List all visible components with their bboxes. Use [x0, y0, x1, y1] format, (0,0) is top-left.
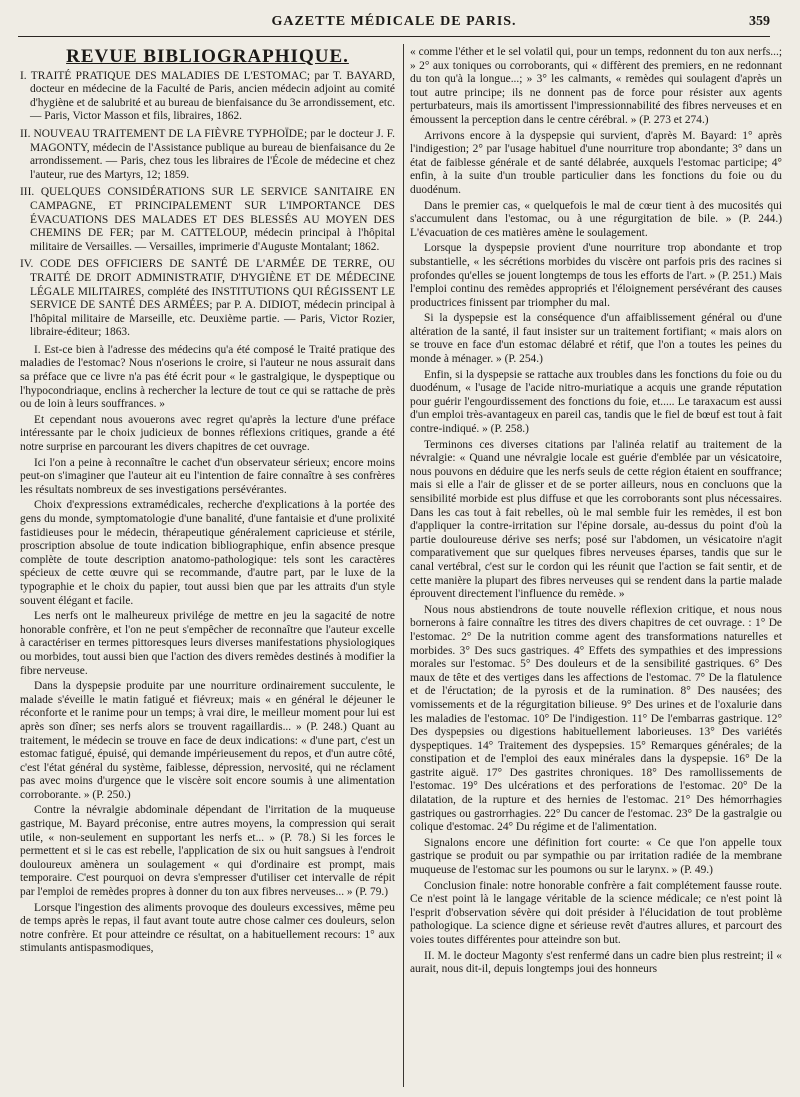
paragraph: Enfin, si la dyspepsie se rattache aux troubles dans les fonctions du foie ou du duodénum, « l'usage de l'acide nitro-muriatique a acquis une grande réputation pour guérir l'engourdissement des fonctions du foie, et..... Le taraxacum est aussi d'un emploi très-avantageux en pareil cas, tandis que le fiel de bœuf est tout à fait contre-indiqué. » (P. 258.)	[410, 368, 782, 436]
right-column	[410, 46, 782, 1089]
section-heading: REVUE BIBLIOGRAPHIQUE.	[66, 46, 349, 67]
paragraph: Terminons ces diverses citations par l'alinéa relatif au traitement de la névralgie: « Quand une névralgie locale est guérie d'emblée par un vésicatoire, nous pouvons en déduire que les nerfs seuls de cette région étaient en souffrance; mais si elle a l'air de glisser et de se porter ailleurs, nous en concluons que la sensibilité morbide est plus diffuse et que les corroborants sont plus nécessaires. Dans les cas tout à fait rebelles, où le mal semble fuir les remèdes, il est bon d'appliquer la contre-irritation sur l'épine dorsale, au-dessus du point d'où la partie douloureuse dérive ses nerfs; posé sur l'abdomen, un vésicatoire n'agit comparativement que sur quelques fibres nerveuses éparses, tandis que sur le canal vertébral, c'est sur le cordon qui les réunit que l'action se fait sentir, et de cette manière la plupart des fibres nerveuses qui se rendent dans la partie malade éprouvent directement l'influence du remède. »	[410, 438, 782, 601]
paragraph: Arrivons encore à la dyspepsie qui survient, d'après M. Bayard: 1° après l'indigestion; 2° par l'usage habituel d'une nourriture trop abondante; 3° dans un état de faiblesse générale et de santé délabrée, auxquels l'estomac participe; 4° enfin, à la suite d'un trouble particulier dans les fonctions du foie ou du duodénum.	[410, 129, 782, 196]
paragraph: Ici l'on a peine à reconnaître le cachet d'un observateur sérieux; encore moins peut-on s'imaginer que l'auteur ait eu l'intention de faire connaître à ses confrères les résultats nombreux de ses investigations persévérantes.	[20, 456, 395, 496]
paragraph: Lorsque l'ingestion des aliments provoque des douleurs excessives, même peu de temps après le repas, il faut avant toute autre chose calmer ces douleurs, selon notre confrère. Et pour atteindre ce résultat, on a habituellement recours: 1° aux stimulants antispasmodiques,	[20, 901, 395, 955]
paragraph: Contre la névralgie abdominale dépendant de l'irritation de la muqueuse gastrique, M. Bayard préconise, entre autres moyens, la compression qui serait utile, « non-seulement en supportant les nerfs et... » (P. 78.) Si les forces le permettent et si le cas est rebelle, l'application de six ou huit sangsues à l'endroit douloureux amènera un soulagement « qui d'ordinaire est prompt, mais temporaire. C'est pourquoi on devra s'empresser d'utiliser cet intervalle de répit par l'emploi de remèdes propres à donner du ton aux fibres nerveuses... » (P. 79.)	[20, 804, 395, 899]
left-column	[20, 46, 395, 1089]
paragraph: Choix d'expressions extramédicales, recherche d'explications à la portée des gens du monde, symptomatologie d'une banalité, d'une fantaisie et d'une prolixité fastidieuses pour le médecin, thérapeutique généralement capricieuse et stérile, proscription absolue de toute indication bibliographique, enfin absence presque complète de toute description anatomo-pathologique: tels sont les caractères spécieux de cette œuvre qui se recommande, d'autre part, par le luxe de la typographie et le choix du papier, tout aussi bien que par les attraits d'un style souvent élégant et facile.	[20, 499, 395, 607]
bibliography-entry: IV. CODE DES OFFICIERS DE SANTÉ DE L'ARMÉE DE TERRE, OU TRAITÉ DE DROIT ADMINISTRATIF, D'HYGIÈNE ET DE MÉDECINE LÉGALE MILITAIRES, complété des INSTITUTIONS QUI RÉGISSENT LE SERVICE DE SANTÉ DES ARMÉES; par P. A. DIDIOT, médecin principal à l'hôpital militaire de Marseille, etc. Deuxième partie. — Paris, Victor Rozier, libraire-éditeur; 1863.	[20, 258, 395, 339]
page-header	[18, 10, 770, 36]
paragraph: Dans le premier cas, « quelquefois le mal de cœur tient à des mucosités qui s'accumulent dans l'estomac, ou à une régurgitation de bile. » (P. 244.) L'évacuation de ces matières amène le soulagement.	[410, 199, 782, 239]
header-rule	[18, 36, 770, 37]
page-number: 359	[749, 14, 770, 29]
paragraph: Et cependant nous avouerons avec regret qu'après la lecture d'une préface intéressante par le choix judicieux de bonnes réflexions critiques, grande a été notre surprise en parcourant les divers chapitres de cet ouvrage.	[20, 413, 395, 454]
paragraph: Conclusion finale: notre honorable confrère a fait complétement fausse route. Ce n'est point là le langage véritable de la science médicale; ce n'est point là l'esprit d'observation sévère qui doit présider à l'élucidation de tout problème pathologique. La science digne et sérieuse revêt d'autres allures, et parcourt des voies toutes différentes pour atteindre son but.	[410, 879, 782, 946]
bibliography-entry: I. TRAITÉ PRATIQUE DES MALADIES DE L'ESTOMAC; par T. BAYARD, docteur en médecine de la Faculté de Paris, ancien médecin adjoint au comité d'hygiène et de salubrité et au bureau de bienfaisance du 3e arrondissement, etc. — Paris, Victor Masson et fils, libraires, 1862.	[20, 69, 395, 123]
journal-title: GAZETTE MÉDICALE DE PARIS.	[271, 14, 517, 29]
paragraph: Lorsque la dyspepsie provient d'une nourriture trop abondante et trop substantielle, « les sécrétions morbides du viscère ont parfois pris des racines si profondes qu'elles se jouent longtemps de tous les efforts de l'art. » (P. 251.) Mais l'emploi continu des remèdes appropriés et l'éloignement persévérant des causes productrices finissent par triompher du mal.	[410, 242, 782, 309]
paragraph: « comme l'éther et le sel volatil qui, pour un temps, redonnent du ton aux nerfs...; » 2° aux toniques ou corroborants, qui « diffèrent des premiers, en ne redonnant du ton qu'à la longue...; » 3° les calmants, « remèdes qui soulagent d'après un tout autre principe; ils ne donnent pas de force pour résister aux agents perturbateurs, mais ils amortissent l'impressionnabilité des fibres nerveuses et en émoussent la perception dans le centre cérébral. » (P. 273 et 274.)	[410, 46, 782, 126]
bibliography-entry: III. QUELQUES CONSIDÉRATIONS SUR LE SERVICE SANITAIRE EN CAMPAGNE, ET PRINCIPALEMENT SUR L'IMPORTANCE DES ÉVACUATIONS DES MALADES ET DES BLESSÉS AU MOYEN DES CHEMINS DE FER; par M. CATTELOUP, médecin principal à l'hôpital militaire de Versailles. — Versailles, imprimerie d'Auguste Montalant; 1862.	[20, 186, 395, 253]
paragraph: II. M. le docteur Magonty s'est renfermé dans un cadre bien plus restreint; il « aurait, nous dit-il, depuis longtemps joui des honneurs	[410, 949, 782, 976]
bibliography-entry: II. NOUVEAU TRAITEMENT DE LA FIÈVRE TYPHOÏDE; par le docteur J. F. MAGONTY, médecin de l'Assistance publique au bureau de bienfaisance du 2e arrondissement. — Paris, chez tous les libraires de l'École de médecine et chez l'auteur, rue des Martyrs, 12; 1859.	[20, 127, 395, 181]
paragraph: Dans la dyspepsie produite par une nourriture ordinairement succulente, le malade s'éveille le matin fatigué et fiévreux; mais « en général le déjeuner le réconforte et le ranime pour un temps; à vrai dire, le meilleur moment pour lui est après son dîner; ses nerfs alors se trouvent ragaillardis... » (P. 248.) Quant au traitement, le médecin se trouve en face de deux indications: « d'une part, c'est un estomac fatigué, épuisé, qui demande impérieusement du repos, et d'un autre côté, c'est l'état général du système, faiblesse, dépression, nervosité, qui ne réclament pas avec moins d'urgence que le viscère soit encore soumis à une alimentation corroborante. » (P. 250.)	[20, 680, 395, 801]
paragraph: Signalons encore une définition fort courte: « Ce que l'on appelle toux gastrique se produit ou par sympathie ou par irritation radiée de la membrane muqueuse de l'estomac sur les poumons ou sur le larynx. » (P. 49.)	[410, 836, 782, 877]
column-divider	[403, 44, 404, 1087]
paragraph: I. Est-ce bien à l'adresse des médecins qu'a été composé le Traité pratique des maladies de l'estomac? Nous n'oserions le croire, si l'auteur ne nous assurait dans sa préface que ce livre n'a pas été écrit pour « le gastralgique, le dyspeptique ou l'hypocondriaque, enclins à rechercher la lecture de tout ce qui se rattache de près ou de loin à leurs souffrances. »	[20, 343, 395, 411]
paragraph: Les nerfs ont le malheureux privilége de mettre en jeu la sagacité de notre honorable confrère, et l'on ne peut s'empêcher de reconnaître que l'auteur excelle à caractériser en termes pittoresques leurs diverses manifestations physiologiques ou morbides, tout aussi bien que l'action des divers remèdes destinés à modifier la fibre nerveuse.	[20, 610, 395, 677]
paragraph: Si la dyspepsie est la conséquence d'un affaiblissement général ou d'une altération de la santé, il faut insister sur un traitement fortifiant; « mais alors on se trouve en face d'un estomac délabré et rétif, que l'on a toutes les peines du monde à ménager. » (P. 254.)	[410, 312, 782, 366]
paragraph: Nous nous abstiendrons de toute nouvelle réflexion critique, et nous nous bornerons à faire connaître les titres des divers chapitres de cet ouvrage. : 1° De l'estomac. 2° De la nutrition comme agent des transformations naturelles et morbides. 3° Des sucs gastriques. 4° Effets des sympathies et des impressions morales sur l'estomac. 5° Des douleurs et de la sensibilité gastriques. 6° Des maux de tête et des vertiges dans les affections de l'estomac. 7° De la flatulence et de l'éructation; de la pyrosis et de la rumination. 8° Des nausées; des vomissements et de la régurgitation bilieuse. 9° Des urines et de l'oxalurie dans les maladies de l'estomac. 10° De l'indigestion. 11° De l'embarras gastrique. 12° Des dyspepsies ou digestions habituellement laborieuses. 13° Des variétés dyspeptiques. 14° Traitement des dyspepsies. 15° Remarques générales; de la constipation et de l'emploi des eaux minérales dans la dyspepsie. 16° De la gastrite aiguë. 17° Des gastrites chroniques. 18° Des ramollissements de l'estomac. 19° Des ulcérations et des perforations de l'estomac. 20° De la dilatation, de la rupture et des hernies de l'estomac. 21° Des hémorrhagies gastriques ou gastrorrhagies. 22° Du cancer de l'estomac. 23° De la gastralgie ou colique d'estomac. 24° Du régime et de l'alimentation.	[410, 603, 782, 834]
